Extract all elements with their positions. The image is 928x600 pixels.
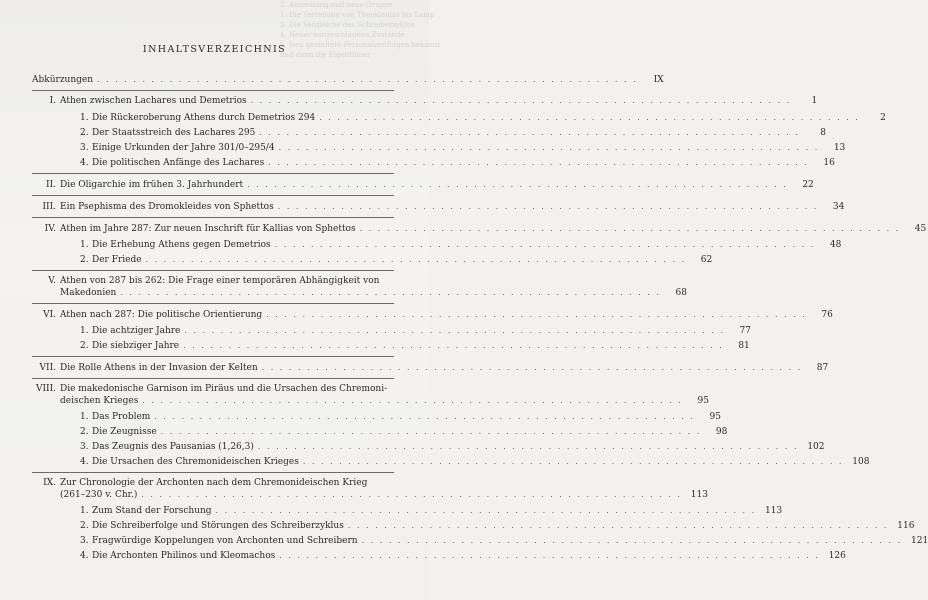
leader-dots	[303, 456, 844, 467]
toc-entry-ch3[interactable]	[32, 201, 845, 213]
toc-entry-title	[80, 506, 212, 517]
toc-entry-number: 4.	[80, 457, 89, 467]
toc-entry-title	[80, 143, 275, 154]
toc-entry-number: 1.	[80, 506, 89, 516]
toc-entry-title	[80, 255, 142, 266]
toc-entry-label: Die makedonische Garnison im Piräus und die Ursachen des Chremoni-	[60, 384, 388, 394]
toc-entry-number: 2.	[80, 427, 89, 437]
toc-row	[32, 74, 664, 86]
toc-page-number: 126	[828, 551, 846, 561]
toc-entry-label: Die Rolle Athens in der Invasion der Kelten	[60, 363, 258, 373]
toc-entry-abk[interactable]	[32, 74, 664, 86]
leader-dots	[360, 223, 901, 234]
toc-page-number: 121	[911, 536, 928, 546]
toc-entry-ch1-1[interactable]	[32, 112, 886, 124]
toc-row	[32, 362, 829, 374]
toc-entry-label: Der Staatsstreich des Lachares 295	[92, 128, 256, 138]
toc-entry-ch9-3[interactable]	[32, 535, 928, 547]
toc-row	[32, 127, 826, 139]
page-title: INHALTSVERZEICHNIS	[142, 44, 287, 55]
toc-entry-label: Athen von 287 bis 262: Die Frage einer temporären Abhängigkeit von	[60, 276, 380, 286]
leader-dots	[251, 95, 792, 106]
toc-entry-number: V.	[48, 276, 56, 286]
leader-dots	[279, 550, 820, 561]
toc-entry-number: 1.	[80, 326, 89, 336]
toc-row	[32, 441, 825, 453]
toc-entry-title	[32, 276, 379, 287]
toc-page-number: 76	[821, 310, 833, 320]
leader-dots	[278, 201, 819, 212]
toc-entry-ch2[interactable]	[32, 179, 814, 191]
toc-row	[32, 309, 833, 321]
toc-row	[32, 112, 886, 124]
toc-entry-label: Die Oligarchie im frühen 3. Jahrhundert	[60, 180, 244, 190]
toc-entry-title	[80, 551, 275, 562]
toc-entry-label: Abkürzungen	[32, 75, 94, 85]
leader-dots	[142, 395, 683, 406]
toc-entry-number: 3.	[80, 536, 89, 546]
toc-entry-title	[32, 180, 243, 191]
toc-entry-number: III.	[42, 202, 56, 212]
leader-dots	[154, 411, 695, 422]
leader-dots	[216, 505, 757, 516]
toc-entry-title	[80, 128, 255, 139]
toc-entry-label: Die Erhebung Athens gegen Demetrios	[92, 240, 271, 250]
leader-dots	[161, 426, 702, 437]
section-divider	[32, 173, 394, 174]
toc-entry-label: Die Zeugnisse	[92, 427, 157, 437]
toc-row	[32, 95, 818, 107]
toc-row	[32, 142, 846, 154]
toc-entry-ch6[interactable]	[32, 309, 833, 321]
section-divider	[32, 270, 394, 271]
leader-dots	[97, 74, 638, 85]
bleed-line: 2. Ansiedlung und neue Gruppe	[280, 1, 393, 9]
toc-entry-title	[80, 113, 315, 124]
leader-dots	[141, 489, 682, 500]
toc-page-number: 81	[738, 341, 750, 351]
toc-entry-title	[32, 224, 356, 235]
toc-entry-label: Athen zwischen Lachares und Demetrios	[60, 96, 247, 106]
toc-row	[32, 325, 751, 337]
toc-row	[32, 505, 783, 517]
toc-entry-label: Der Friede	[92, 255, 142, 265]
toc-entry-label: Fragwürdige Koppelungen von Archonten und Schreibern	[92, 536, 358, 546]
leader-dots	[146, 254, 687, 265]
toc-row	[32, 478, 394, 489]
toc-entry-title	[32, 384, 387, 395]
toc-entry-continuation: (261–230 v. Chr.)	[60, 490, 138, 500]
toc-row	[32, 456, 870, 468]
toc-page-number: 1	[811, 96, 818, 106]
toc-entry-ch9[interactable]	[32, 478, 708, 501]
toc-entry-ch8[interactable]	[32, 384, 709, 407]
toc-entry-label: Das Problem	[92, 412, 151, 422]
leader-dots	[362, 535, 903, 546]
toc-row	[32, 157, 835, 169]
toc-entry-ch6-2[interactable]	[32, 340, 750, 352]
section-divider	[32, 217, 394, 218]
toc-entry-ch4-1[interactable]	[32, 239, 842, 251]
toc-entry-number: 2.	[80, 255, 89, 265]
toc-row	[32, 201, 845, 213]
toc-entry-title	[32, 75, 93, 86]
bleed-line: 3. Die Vergleiche des Schreiberzyklus	[280, 21, 415, 29]
toc-page-number: 95	[697, 396, 709, 406]
toc-entry-ch7[interactable]	[32, 362, 829, 374]
toc-entry-label: Die Schreiberfolge und Störungen des Schreiberzyklus	[92, 521, 344, 531]
toc-row	[32, 520, 915, 532]
toc-entry-number: VIII.	[35, 384, 56, 394]
toc-entry-title	[80, 326, 180, 337]
toc-entry-number: VII.	[39, 363, 56, 373]
toc-page-number: 68	[675, 288, 687, 298]
toc-entry-number: 1.	[80, 240, 89, 250]
leader-dots	[120, 287, 661, 298]
toc-entry-number: 3.	[80, 442, 89, 452]
toc-entry-label: Die politischen Anfänge des Lachares	[92, 158, 265, 168]
toc-entry-title	[80, 341, 179, 352]
toc-entry-label: Die Ursachen des Chremonideischen Krieges	[92, 457, 299, 467]
toc-entry-number: I.	[49, 96, 56, 106]
leader-dots	[258, 441, 799, 452]
toc-page-number: 95	[709, 412, 721, 422]
toc-entry-number: 2.	[80, 521, 89, 531]
toc-row	[32, 411, 721, 423]
toc-entry-ch8-1[interactable]	[32, 411, 721, 423]
toc-entry-title	[80, 158, 264, 169]
toc-entry-title	[32, 310, 262, 321]
bleed-line: 5. Neu gestaltete Personalzeitfolgen bekannt	[280, 41, 441, 49]
toc-entry-ch9-2[interactable]	[32, 520, 915, 532]
toc-entry-number: 1.	[80, 113, 89, 123]
section-divider	[32, 378, 394, 379]
toc-page-number: 45	[914, 224, 927, 234]
toc-entry-title	[32, 96, 247, 107]
toc-page-number: 87	[816, 363, 829, 373]
section-divider	[32, 90, 394, 91]
toc-row	[32, 276, 394, 287]
toc-page-number: 108	[852, 457, 870, 467]
toc-page-number: 2	[880, 113, 886, 123]
toc-entry-continuation: deischen Krieges	[60, 396, 139, 406]
toc-page-number: 13	[833, 143, 846, 153]
leader-dots	[319, 112, 860, 123]
toc-entry-label: Ein Psephisma des Dromokleides von Sphettos	[60, 202, 274, 212]
toc-page-number: 62	[700, 255, 713, 265]
toc-entry-number: IV.	[44, 224, 56, 234]
toc-entry-number: 2.	[80, 341, 89, 351]
toc-page-number: IX	[653, 75, 664, 85]
toc-row	[32, 179, 814, 191]
leader-dots	[279, 142, 820, 153]
toc-page-number: 98	[715, 427, 728, 437]
toc-entry-label: Athen nach 287: Die politische Orientierung	[60, 310, 263, 320]
bleed-line: 1. Die Verteilung von Theokleidas bis Lamp	[280, 11, 435, 19]
toc-page-number: 113	[690, 490, 708, 500]
toc-row	[32, 550, 846, 562]
toc-row	[32, 340, 750, 352]
leader-dots	[348, 520, 889, 531]
section-divider	[32, 472, 394, 473]
table-of-contents	[32, 74, 928, 562]
toc-entry-label: Athen im Jahre 287: Zur neuen Inschrift für Kallias von Sphettos	[60, 224, 356, 234]
toc-page-number: 48	[829, 240, 842, 250]
toc-entry-ch8-2[interactable]	[32, 426, 728, 438]
toc-entry-number: 4.	[80, 551, 89, 561]
toc-page-number: 34	[832, 202, 845, 212]
toc-entry-ch1[interactable]	[32, 95, 818, 107]
toc-entry-ch8-3[interactable]	[32, 441, 825, 453]
toc-entry-ch4-2[interactable]	[32, 254, 713, 266]
toc-entry-title	[80, 536, 358, 547]
toc-entry-label: Die siebziger Jahre	[92, 341, 180, 351]
leader-dots	[268, 157, 809, 168]
toc-entry-title	[80, 442, 254, 453]
toc-entry-ch1-3[interactable]	[32, 142, 846, 154]
toc-page-number: 102	[807, 442, 825, 452]
leader-dots	[183, 340, 724, 351]
toc-entry-number: 1.	[80, 412, 89, 422]
toc-entry-ch9-1[interactable]	[32, 505, 783, 517]
toc-entry-title	[32, 478, 367, 489]
toc-entry-title	[32, 363, 258, 374]
toc-entry-number: 4.	[80, 158, 89, 168]
toc-row-continuation	[32, 395, 709, 407]
section-divider	[32, 195, 394, 196]
leader-dots	[259, 127, 800, 138]
section-divider	[32, 303, 394, 304]
toc-page-number: 22	[802, 180, 814, 190]
toc-entry-number: VI.	[43, 310, 56, 320]
toc-entry-label: Einige Urkunden der Jahre 301/0–295/4	[92, 143, 275, 153]
toc-page-number: 113	[764, 506, 783, 516]
leader-dots	[262, 362, 803, 373]
toc-entry-number: 3.	[80, 143, 89, 153]
leader-dots	[184, 325, 725, 336]
leader-dots	[275, 239, 816, 250]
toc-row	[32, 384, 394, 395]
toc-page-number: 16	[823, 158, 835, 168]
toc-entry-title	[80, 457, 299, 468]
leader-dots	[247, 179, 788, 190]
toc-row	[32, 239, 842, 251]
toc-entry-label: Das Zeugnis des Pausanias (1,26,3)	[92, 442, 254, 452]
leader-dots	[266, 309, 807, 320]
toc-entry-ch4[interactable]	[32, 223, 927, 235]
toc-entry-number: II.	[46, 180, 56, 190]
toc-entry-label: Die Rückeroberung Athens durch Demetrios 294	[92, 113, 316, 123]
toc-entry-ch1-4[interactable]	[32, 157, 835, 169]
toc-row-continuation	[32, 489, 708, 501]
toc-entry-label: Zum Stand der Forschung	[92, 506, 212, 516]
toc-entry-label: Zur Chronologie der Archonten nach dem Chremonideischen Krieg	[60, 478, 368, 488]
toc-entry-ch5[interactable]	[32, 276, 687, 299]
section-divider	[32, 356, 394, 357]
toc-entry-title	[32, 202, 274, 213]
toc-entry-ch9-4[interactable]	[32, 550, 846, 562]
toc-page-number: 116	[897, 521, 915, 531]
toc-row	[32, 535, 928, 547]
toc-row	[32, 426, 728, 438]
toc-entry-title	[80, 412, 150, 423]
toc-page-number: 8	[820, 128, 826, 138]
toc-row	[32, 223, 927, 235]
toc-entry-number: 2.	[80, 128, 89, 138]
toc-entry-ch6-1[interactable]	[32, 325, 751, 337]
toc-entry-label: Die Archonten Philinos und Kleomachos	[92, 551, 276, 561]
toc-entry-title	[80, 427, 157, 438]
bleed-line: und dann die Eigentümer	[280, 51, 371, 59]
toc-entry-continuation: Makedonien	[60, 288, 117, 298]
toc-entry-label: Die achtziger Jahre	[92, 326, 181, 336]
toc-entry-ch1-2[interactable]	[32, 127, 826, 139]
toc-entry-title	[80, 521, 344, 532]
toc-page-number: 77	[739, 326, 751, 336]
toc-row	[32, 254, 713, 266]
toc-row-continuation	[32, 287, 687, 299]
bleed-line: 4. Neuer vorgeschlagene Zustände	[280, 31, 405, 39]
toc-entry-title	[80, 240, 271, 251]
toc-entry-ch8-4[interactable]	[32, 456, 870, 468]
toc-entry-number: IX.	[43, 478, 56, 488]
